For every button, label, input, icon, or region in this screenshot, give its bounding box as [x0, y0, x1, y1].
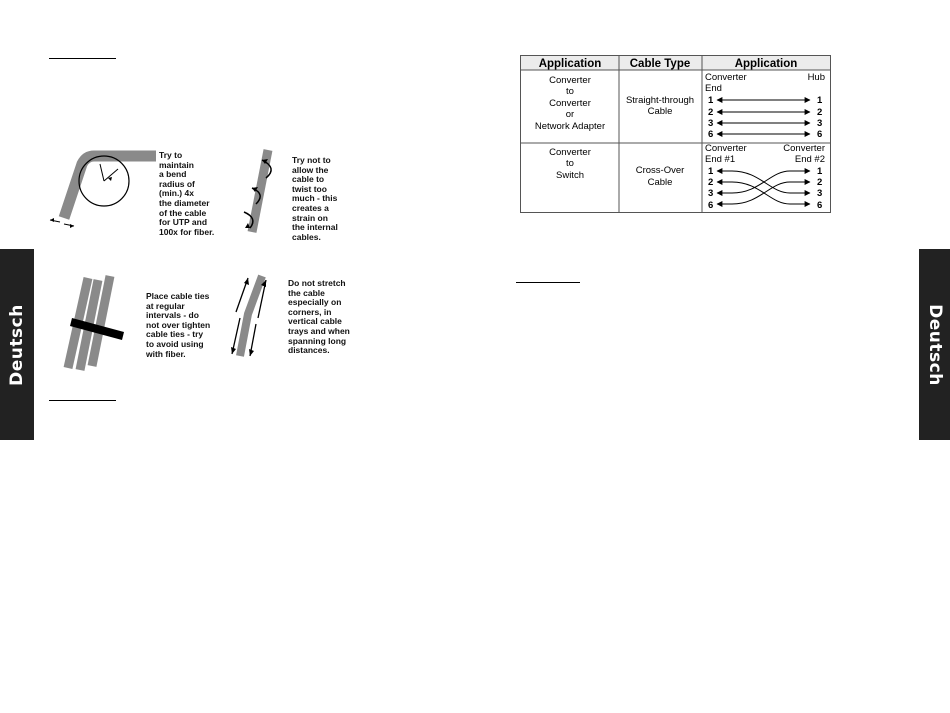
row1-application-line: Converter	[549, 98, 591, 109]
row2-end-right: End #2	[794, 154, 825, 165]
row2-pin-right: 3	[817, 188, 823, 199]
side-tab-left	[0, 249, 34, 440]
header-application-2: Application	[734, 58, 798, 70]
row2-end-left: End #1	[705, 154, 736, 165]
bend-radius-illustration	[48, 148, 160, 234]
row1-end-left: Converter	[705, 72, 747, 83]
bend-radius-caption: Try to maintain a bend radius of (min.) 4x the diameter of the cable for UTP and 100x for fiber.	[159, 150, 215, 237]
row1-application-line: or	[565, 109, 575, 120]
cable-stretch-illustration	[226, 274, 276, 358]
row1-end-left: End	[705, 83, 722, 94]
row1-pin-right: 2	[817, 107, 823, 118]
heading-rule	[49, 400, 116, 401]
row1-end-right: Hub	[807, 72, 825, 83]
row2-end-right: Converter	[783, 143, 825, 154]
side-tab-right	[919, 249, 950, 440]
heading-rule	[516, 282, 580, 283]
row1-cable-type-line: Straight-through	[625, 95, 695, 106]
side-tab-label: Deutsch	[924, 303, 945, 386]
row2-pin-left: 6	[708, 200, 714, 211]
row1-pin-left: 3	[708, 118, 714, 129]
row2-pin-left: 2	[708, 177, 714, 188]
row2-pin-left: 1	[708, 166, 714, 177]
row2-pin-right: 1	[817, 166, 823, 177]
row1-application-line: to	[566, 86, 574, 97]
row1-pin-right: 1	[817, 95, 823, 106]
header-cable-type: Cable Type	[629, 58, 691, 70]
cable-ties-illustration	[58, 274, 130, 374]
cable-ties-caption: Place cable ties at regular intervals - do not over tighten cable ties - try to avoid using with fiber.	[146, 291, 211, 359]
header-application-1: Application	[538, 58, 602, 70]
side-tab-label: Deutsch	[7, 303, 28, 386]
row2-pin-left: 3	[708, 188, 714, 199]
cable-twist-caption: Try not to allow the cable to twist too much - this creates a strain on the internal cables.	[292, 155, 338, 242]
row1-pin-right: 3	[817, 118, 823, 129]
row1-application-line: Converter	[549, 75, 591, 86]
cable-stretch-caption: Do not stretch the cable especially on corners, in vertical cable trays and when spanning long distances.	[288, 278, 350, 356]
row2-application-line: Switch	[556, 170, 584, 181]
row1-application-line: Network Adapter	[534, 121, 606, 132]
row2-end-left: Converter	[705, 143, 747, 154]
row1-cable-type-line: Cable	[647, 106, 673, 117]
row2-pin-right: 6	[817, 200, 823, 211]
row1-pin-left: 6	[708, 129, 714, 140]
wiring-table	[520, 55, 831, 213]
row1-pin-left: 2	[708, 107, 714, 118]
heading-rule	[49, 58, 116, 59]
row2-cable-type-line: Cross-Over	[635, 165, 685, 176]
row2-pin-right: 2	[817, 177, 823, 188]
cable-twist-illustration	[238, 148, 288, 234]
row2-cable-type-line: Cable	[647, 177, 673, 188]
row2-application-line: to	[566, 158, 574, 169]
row1-pin-right: 6	[817, 129, 823, 140]
row2-application-line: Converter	[549, 147, 591, 158]
row1-pin-left: 1	[708, 95, 714, 106]
